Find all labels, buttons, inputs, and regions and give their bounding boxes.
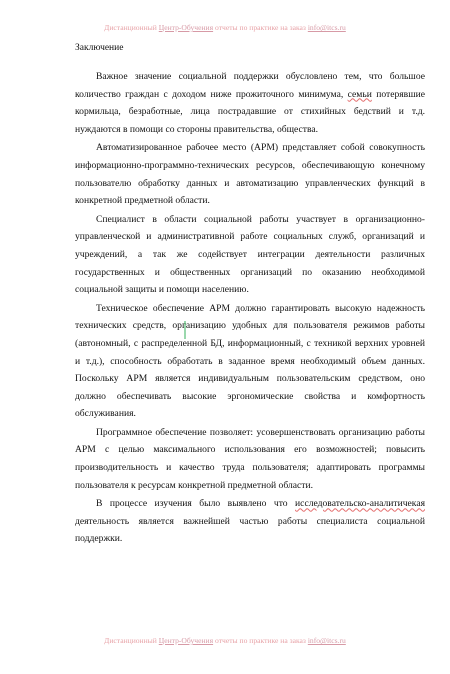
watermark-link-email[interactable]: info@itcs.ru	[307, 23, 346, 32]
paragraph-1	[75, 68, 425, 138]
watermark-footer-text: отчеты по практике на заказ	[215, 636, 306, 645]
watermark-link-center[interactable]: Центр-Обучения	[158, 23, 214, 32]
watermark-footer	[0, 636, 450, 646]
text-cursor	[184, 321, 186, 339]
watermark-footer-link-center[interactable]: Центр-Обучения	[158, 636, 214, 645]
paragraph-3: Специалист в области социальной работы участвует в организационно-управленческой и административной работе социальных служб, организаций и учреждений, а так же содействует интеграции деятельности различных государственных и общественных организаций по оказанию необходимой социальной защиты и помощи населению.	[75, 213, 425, 296]
watermark-header	[0, 23, 450, 33]
paragraph-6-end: деятельность является важнейшей частью работы специалиста социальной поддержки.	[75, 515, 425, 545]
spellcheck-word-2[interactable]: исследовательско-аналитичекая	[295, 498, 425, 510]
spellcheck-word-1[interactable]: семьи	[347, 88, 372, 100]
watermark-footer-prefix: Дистанционный	[104, 636, 157, 645]
paragraph-5: Программное обеспечение позволяет: усовершенствовать организацию работы АРМ с целью максимального использования его возможностей; повысить производительность и качество труда пользователя; адаптировать программы пользователя к ресурсам конкретной предметной области.	[75, 426, 425, 491]
paragraph-4: Техническое обеспечение АРМ должно гарантировать высокую надежность технических средств, организацию удобных для пользователя режимов работы (автономный, с распределенной БД, информационный, с техникой верхних уровней и т.д.), способность обработать в заданное время необходимый объем данных. Поскольку АРМ является индивидуальным пользовательским средством, оно должно обеспечивать высокие эргономические свойства и комфортность обслуживания.	[75, 302, 425, 420]
paragraph-6	[75, 495, 425, 548]
watermark-text: отчеты по практике на заказ	[215, 23, 306, 32]
paragraph-1-end: потерявшие кормильца, безработные, лица пострадавшие от стихийных бедствий и т.д. нуждаются в помощи со стороны правительства, общества.	[75, 88, 425, 135]
watermark-prefix: Дистанционный	[104, 23, 157, 32]
watermark-footer-link-email[interactable]: info@itcs.ru	[307, 636, 346, 645]
paragraph-6-start: В процессе изучения было выявлено что	[96, 498, 296, 510]
section-heading: Заключение	[75, 43, 124, 53]
paragraph-2: Автоматизированное рабочее место (АРМ) представляет собой совокупность информационно-программно-технических ресурсов, обеспечивающую конечному пользователю обработку данных и автоматизацию управленческих функций в конкретной предметной области.	[75, 142, 425, 207]
paragraph-1-start: Важное значение социальной поддержки обусловлено тем, что большое количество граждан с доходом ниже прожиточного минимума,	[75, 71, 425, 100]
document-body[interactable]	[75, 42, 425, 549]
